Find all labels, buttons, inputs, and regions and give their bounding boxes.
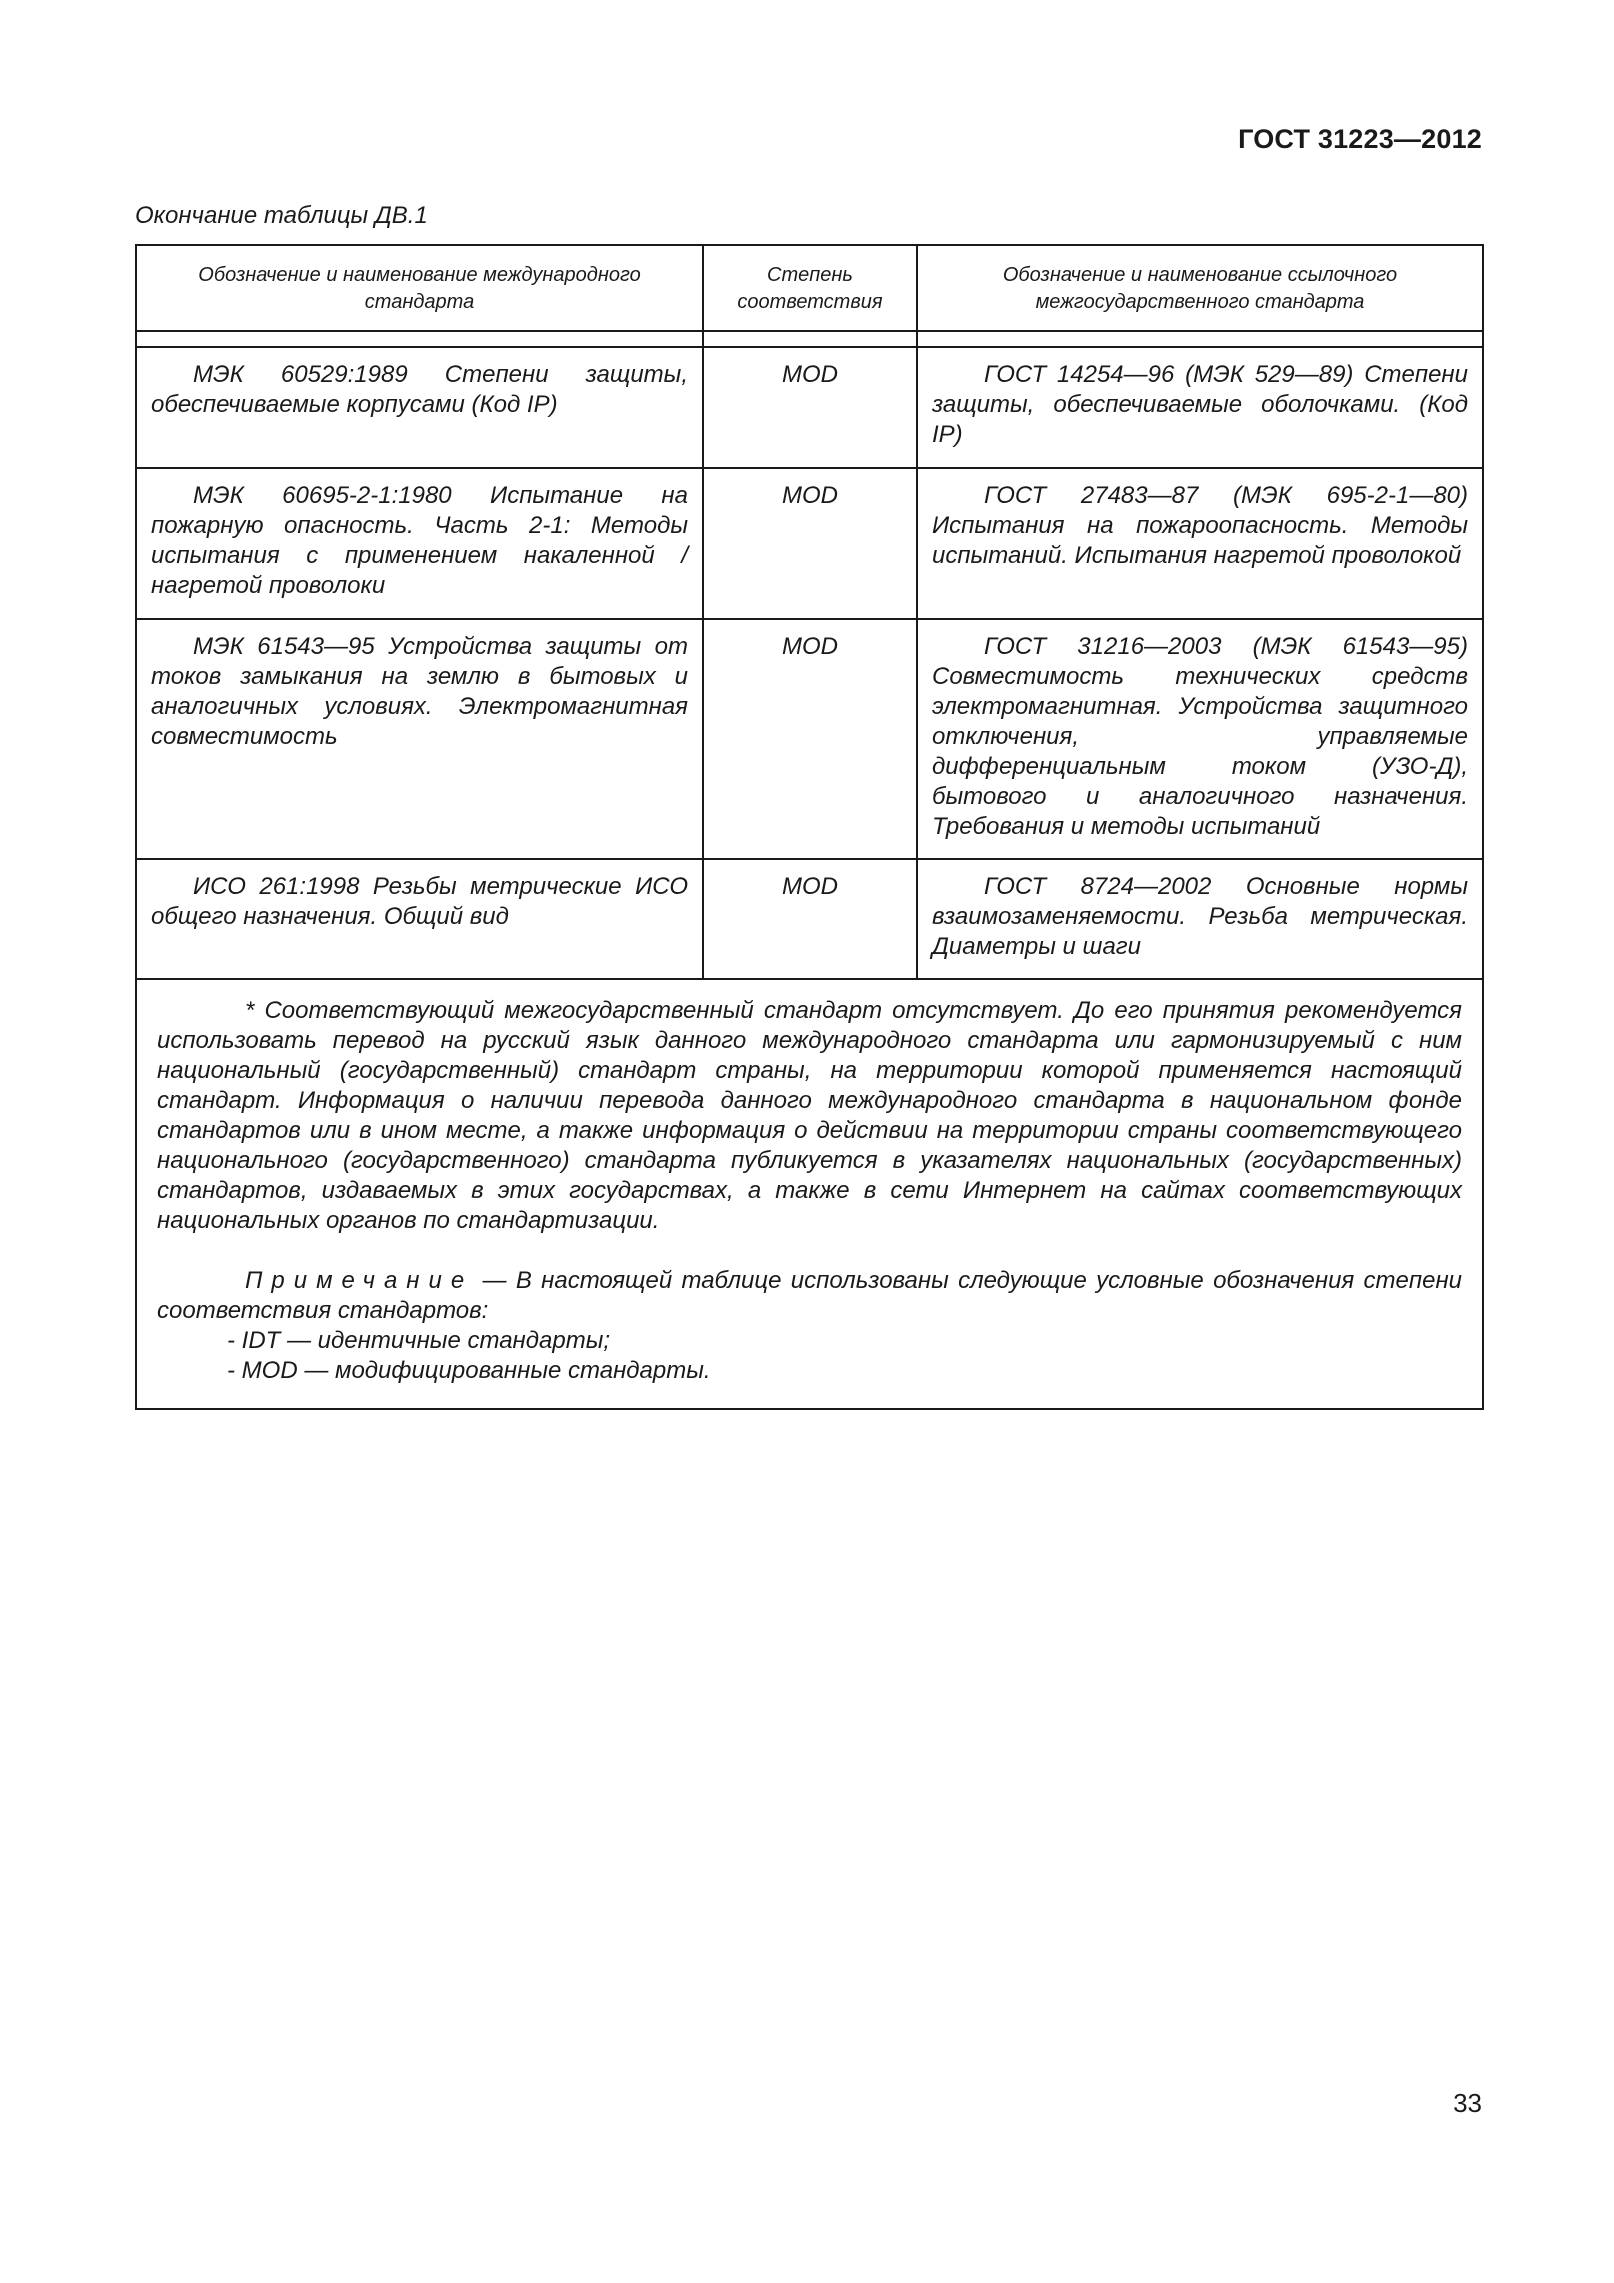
column-header-intl: Обозначение и наименование международного стандарта (136, 245, 703, 331)
page-number: 33 (1453, 2088, 1482, 2118)
table-row (136, 859, 1483, 979)
header-spacer-row (136, 331, 1483, 347)
note-list (157, 1326, 1462, 1386)
list-item: - MOD — модифицированные стандарты. (227, 1357, 711, 1384)
interstate-standard-cell: ГОСТ 14254—96 (МЭК 529—89) Степени защиты, обеспечиваемые оболочками. (Код IP) (917, 347, 1483, 468)
note-paragraph (157, 1266, 1462, 1326)
list-item: - IDT — идентичные стандарты; (227, 1327, 611, 1354)
notes-row (136, 979, 1483, 1409)
intl-standard-cell: МЭК 60529:1989 Степени защиты, обеспечиваемые корпусами (Код IP) (136, 347, 703, 468)
degree-cell: MOD (703, 468, 917, 619)
interstate-standard-cell: ГОСТ 27483—87 (МЭК 695-2-1—80) Испытания на пожароопасность. Методы испытаний. Испытания нагретой проволокой (917, 468, 1483, 619)
intl-standard-cell: ИСО 261:1998 Резьбы метрические ИСО общего назначения. Общий вид (136, 859, 703, 979)
degree-cell: MOD (703, 859, 917, 979)
footnote: * Соответствующий межгосударственный стандарт отсутствует. До его принятия рекомендуется использовать перевод на русский язык данного международного стандарта или гармонизируемый с ним национальный (государственный) стандарт страны, на территории которой применяется настоящий стандарт. Информация о наличии перевода данного международного стандарта в национальном фонде стандартов или в ином месте, а также информация о действии на территории страны соответствующего национального (государственного) стандарта публикуется в указателях национальных (государственных) стандартов, издаваемых в этих государствах, а также в сети Интернет на сайтах соответствующих национальных органов по стандартизации. (157, 997, 1462, 1234)
degree-cell: MOD (703, 347, 917, 468)
notes-cell (136, 979, 1483, 1409)
document-number: ГОСТ 31223—2012 (1238, 124, 1482, 154)
table-caption: Окончание таблицы ДВ.1 (135, 202, 428, 229)
column-header-interstate: Обозначение и наименование ссылочного межгосударственного стандарта (917, 245, 1483, 331)
table-row (136, 347, 1483, 468)
interstate-standard-cell: ГОСТ 31216—2003 (МЭК 61543—95) Совместимость технических средств электромагнитная. Устройства защитного отключения, управляемые дифференциальным током (УЗО-Д), бытового и аналогичного назначения. Требования и методы испытаний (917, 619, 1483, 859)
interstate-standard-cell: ГОСТ 8724—2002 Основные нормы взаимозаменяемости. Резьба метрическая. Диаметры и шаги (917, 859, 1483, 979)
note-text: — В настоящей таблице использованы следующие условные обозначения степени соответствия стандартов: (157, 1267, 1462, 1324)
intl-standard-cell: МЭК 60695-2-1:1980 Испытание на пожарную опасность. Часть 2-1: Методы испытания с применением накаленной / нагретой проволоки (136, 468, 703, 619)
note-label: Примечание (245, 1267, 474, 1294)
table-row (136, 468, 1483, 619)
column-header-degree: Степень соответствия (703, 245, 917, 331)
table-header-row (136, 245, 1483, 331)
standards-table (135, 244, 1484, 1410)
degree-cell: MOD (703, 619, 917, 859)
intl-standard-cell: МЭК 61543—95 Устройства защиты от токов замыкания на землю в бытовых и аналогичных условиях. Электромагнитная совместимость (136, 619, 703, 859)
table-row (136, 619, 1483, 859)
